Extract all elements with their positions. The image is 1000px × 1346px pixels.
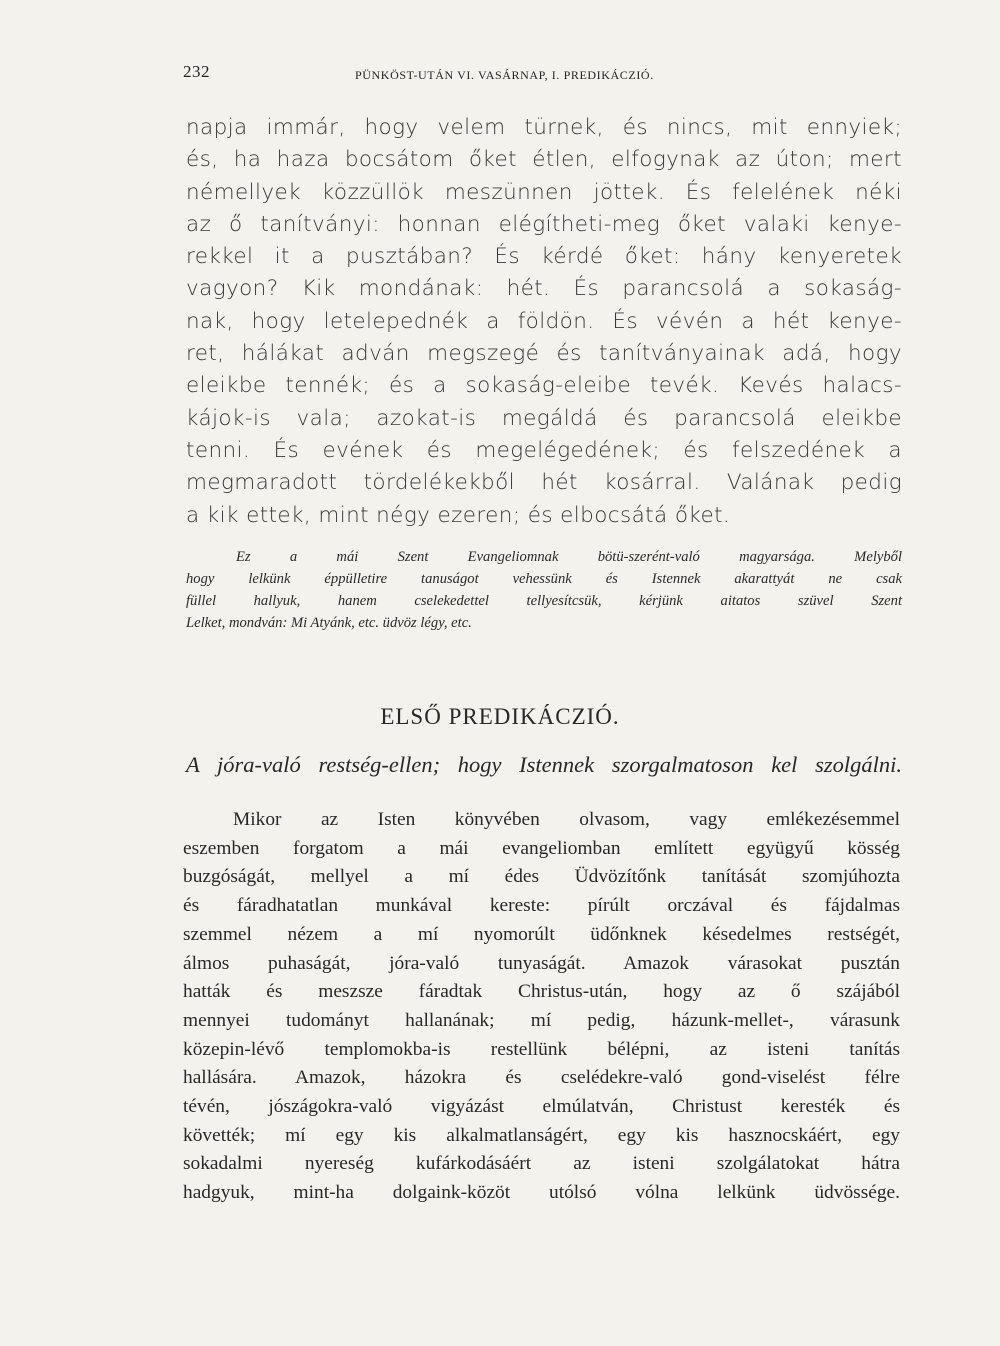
gospel-line: kájok-is vala; azokat-is megáldá és parancsolá eleikbe bbox=[186, 405, 902, 431]
note-line: Lelket, mondván: Mi Atyánk, etc. üdvöz légy, etc. bbox=[186, 615, 472, 631]
body-line: buzgóságát, mellyel a mí édes Üdvözítőnk tanítását szomjúhozta bbox=[183, 866, 900, 888]
note-line: hogy lelkünk éppülletire tanuságot vehessünk és Istennek akarattyát ne csak bbox=[186, 571, 902, 587]
gospel-line: vagyon? Kik mondának: hét. És parancsolá a sokaság- bbox=[186, 276, 902, 302]
sermon-body bbox=[183, 806, 900, 1208]
running-title: PÜNKÖST-UTÁN VI. VASÁRNAP, I. PREDIKÁCZIÓ. bbox=[355, 68, 654, 82]
gospel-line: ret, hálákat adván megszegé és tanítványainak adá, hogy bbox=[186, 341, 902, 367]
gospel-line: és, ha haza bocsátom őket étlen, elfogynak az úton; mert bbox=[186, 147, 902, 173]
body-line: tévén, jószágokra-való vigyázást elmúlatván, Christust keresték és bbox=[183, 1096, 900, 1118]
gospel-line: napja immár, hogy velem türnek, és nincs, mit ennyiek; bbox=[186, 115, 902, 140]
note-line: Ez a mái Szent Evangeliomnak bötü-szerént-való magyarsága. Melyből bbox=[236, 549, 902, 565]
gospel-line: az ő tanítványi: honnan elégítheti-meg őket valaki kenye- bbox=[186, 211, 902, 237]
gospel-line: eleikbe tennék; és a sokaság-eleibe tevék. Kevés halacs- bbox=[186, 373, 902, 399]
gospel-line: nak, hogy letelepednék a földön. És vévén a hét kenye- bbox=[186, 308, 902, 334]
body-line: hadgyuk, mint-ha dolgaink-közöt utólsó vólna lelkünk üdvössége. bbox=[183, 1182, 900, 1204]
body-line: eszemben forgatom a mái evangeliomban említett együgyű kösség bbox=[183, 837, 900, 859]
section-subtitle: A jóra-való restség-ellen; hogy Istennek szorgalmatoson kel szolgálni. bbox=[186, 752, 902, 777]
gospel-passage bbox=[186, 112, 902, 532]
body-line: hatták és meszsze fáradtak Christus-után, hogy az ő szájából bbox=[183, 981, 900, 1003]
gospel-line: némellyek közzüllök meszünnen jöttek. És felelének néki bbox=[186, 179, 902, 205]
body-line: Mikor az Isten könyvében olvasom, vagy emlékezésemmel bbox=[233, 809, 900, 830]
body-line: és fáradhatatlan munkával kereste: pírúlt orczával és fájdalmas bbox=[183, 895, 900, 917]
gospel-line: megmaradott tördelékekből hét kosárral. Valának pedig bbox=[186, 470, 902, 496]
gospel-line: rekkel it a pusztában? És kérdé őket: hány kenyeretek bbox=[186, 244, 902, 270]
gospel-line: a kik ettek, mint négy ezeren; és elbocsátá őket. bbox=[186, 502, 731, 528]
note-line: füllel hallyuk, hanem cselekedettel tellyesítcsük, kérjünk aitatos szüvel Szent bbox=[186, 593, 902, 609]
body-line: sokadalmi nyereség kufárkodásáért az isteni szolgálatokat hátra bbox=[183, 1153, 900, 1175]
page-number: 232 bbox=[183, 62, 210, 81]
body-line: követték; mí egy kis alkalmatlanságért, egy kis hasznocskáért, egy bbox=[183, 1124, 900, 1146]
gospel-line: tenni. És evének és megelégedének; és felszedének a bbox=[186, 437, 902, 463]
body-line: közepin-lévő templomokba-is restellünk bélépni, az isteni tanítás bbox=[183, 1038, 900, 1060]
section-title: ELSŐ PREDIKÁCZIÓ. bbox=[380, 704, 620, 729]
body-line: szemmel nézem a mí nyomorúlt üdőnknek késedelmes restségét, bbox=[183, 923, 900, 945]
italic-note bbox=[186, 546, 902, 634]
body-line: álmos puhaságát, jóra-való tunyaságát. Amazok várasokat pusztán bbox=[183, 952, 900, 974]
running-head bbox=[183, 62, 743, 92]
body-line: hallására. Amazok, házokra és cselédekre-való gond-viselést félre bbox=[183, 1067, 900, 1089]
body-line: mennyei tudományt hallanának; mí pedig, házunk-mellet-, várasunk bbox=[183, 1009, 900, 1031]
